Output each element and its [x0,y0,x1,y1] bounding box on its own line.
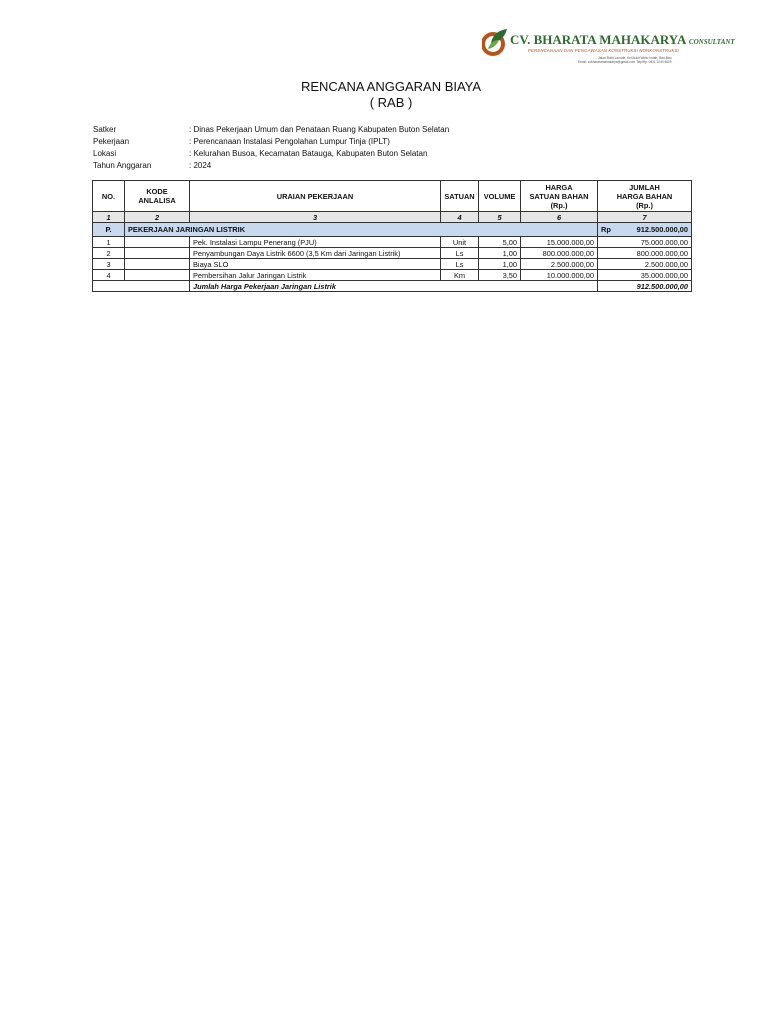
section-row: P. PEKERJAAN JARINGAN LISTRIK Rp 912.500.000,00 [93,223,692,237]
document-title [0,79,768,111]
header-satuan: SATUAN [441,181,479,212]
table-row: 4 Pembersihan Jalur Jaringan Listrik Km 3,50 10.000.000,00 35.000.000,00 [93,270,692,281]
header-uraian: URAIAN PEKERJAAN [190,181,441,212]
total-label: Jumlah Harga Pekerjaan Jaringan Listrik [190,281,598,292]
header-harga: HARGA SATUAN BAHAN (Rp.) [521,181,598,212]
rab-table [92,180,692,292]
column-index-row: 1 2 3 4 5 6 7 [93,212,692,223]
meta-pekerjaan: Pekerjaan : Perencanaan Instalasi Pengolahan Lumpur Tinja (IPLT) [93,137,390,146]
table-row: 2 Penyambungan Daya Listrik 6600 (3,5 Km dari Jaringan Listrik) Ls 1,00 800.000.000,00 800.000.000,00 [93,248,692,259]
title-line-2: ( RAB ) [369,95,413,110]
company-name: CV. BHARATA MAHAKARYA CONSULTANT [510,32,735,47]
total-row [93,281,692,292]
header-kode: KODE ANLALISA [125,181,190,212]
company-address: Jalan Bukit Lanode, Kel.Bukit Wolio Indah, Bau-Bau Email: cvbharatamahakarya@gmail.com Telp/Hp: 0811 1040 4629 [578,56,672,64]
header-jumlah: JUMLAH HARGA BAHAN (Rp.) [598,181,692,212]
leaf-emblem-icon [482,28,508,58]
company-logo [482,26,735,68]
section-total: Rp 912.500.000,00 [598,223,692,237]
meta-lokasi: Lokasi : Kelurahan Busoa, Kecamatan Batauga, Kabupaten Buton Selatan [93,149,428,158]
total-value: 912.500.000,00 [598,281,692,292]
meta-tahun-anggaran: Tahun Anggaran : 2024 [93,161,212,170]
header-no: NO. [93,181,125,212]
table-header [93,181,692,212]
project-info [93,124,449,172]
title-line-1: RENCANA ANGGARAN BIAYA [300,79,482,94]
table-row: 3 Biaya SLO Ls 1,00 2.500.000,00 2.500.000,00 [93,259,692,270]
company-tagline: PERENCANAAN DAN PENGAWASAN KONSTRUKSI NONKONSTRUKSI [528,48,679,53]
table-row: 1 Pek. Instalasi Lampu Penerang (PJU) Unit 5,00 15.000.000,00 75.000.000,00 [93,237,692,248]
meta-satker: Satker : Dinas Pekerjaan Umum dan Penataan Ruang Kabupaten Buton Selatan [93,125,450,134]
header-volume: VOLUME [479,181,521,212]
